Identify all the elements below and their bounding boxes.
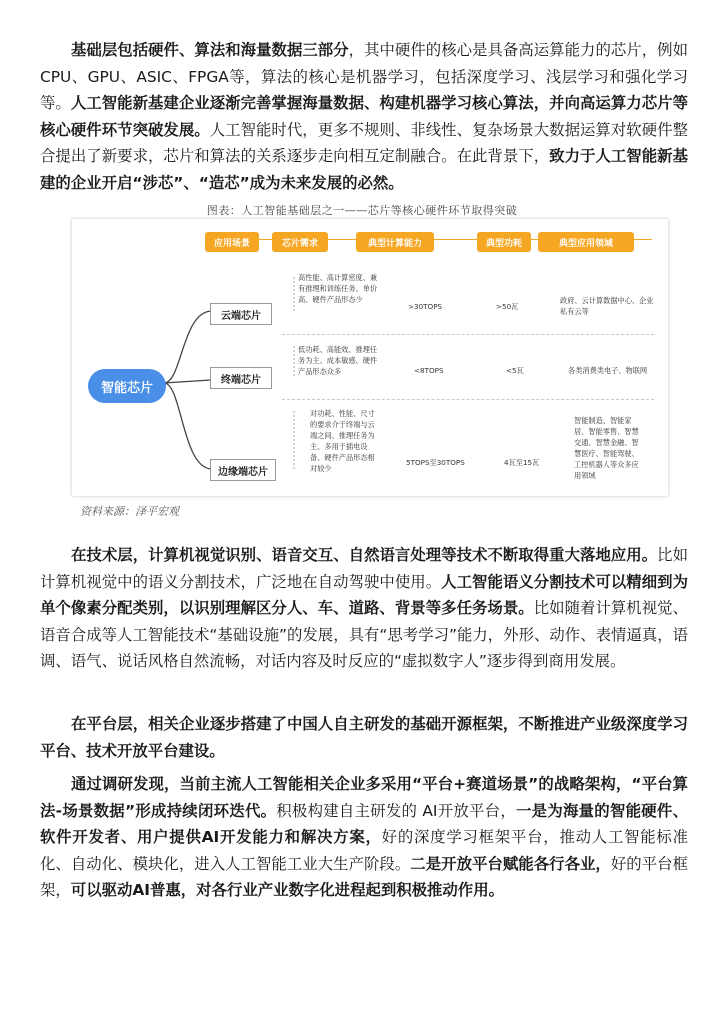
edge-chip-need: 对功耗、性能、尺寸的要求介于终端与云端之间、推理任务为主、多用于插电设备、硬件产品形态相对较少: [310, 409, 375, 473]
cloud-chip-compute: >30TOPS: [408, 302, 443, 311]
paragraph-bold-text: 可以驱动AI普惠，对各行业产业数字化进程起到积极推动作用。: [70, 881, 504, 899]
terminal-chip-fields: 各类消费类电子、物联网: [568, 366, 648, 375]
edge-chip-compute: 5TOPS至30TOPS: [406, 458, 465, 467]
paragraph-text: ，其中硬件的核心是具备高运算能力的芯片，例如CPU、GPU、ASIC、FPGA等，算法的核心是机器学习，包括深度学习、浅层学习和强化学习等。: [40, 41, 688, 112]
paragraph-text: 好的深度学习框架平台，推动人工智能标准化、自动化、模块化，进入人工智能工业大生产阶段。: [40, 828, 688, 873]
paragraph-bold-text: 在技术层，计算机视觉识别、语音交互、自然语言处理等技术不断取得重大落地应用。: [71, 546, 658, 564]
terminal-chip-power: <5瓦: [506, 366, 524, 375]
paragraph-bold-text: 人工智能语义分割技术可以精细到为单个像素分配类别，以识别理解区分人、车、道路、背景等多任务场景。: [40, 572, 688, 617]
paragraph-bold-text: 在平台层，相关企业逐步搭建了中国人自主研发的基础开源框架，不断推进产业级深度学习平台、技术开放平台建设。: [40, 715, 688, 760]
node-edge-chip: 边缘端芯片: [210, 459, 276, 481]
figure-caption: 图表：人工智能基础层之一——芯片等核心硬件环节取得突破: [206, 204, 518, 217]
header-chip-need: 芯片需求: [272, 232, 328, 252]
paragraph-research: [40, 771, 688, 904]
cloud-chip-fields: 政府、云计算数据中心、企业私有云等: [560, 296, 654, 316]
paragraph-infrastructure: [40, 37, 688, 196]
header-fields: 典型应用领域: [538, 232, 634, 252]
edge-chip-fields: 智能制造、智能家居、智能零售、智慧交通、智慧金融、智慧医疗、智能驾驶、工控机器人等众多应用领域: [574, 416, 639, 480]
node-terminal-chip: 终端芯片: [210, 367, 272, 389]
chip-mindmap-figure: [72, 219, 668, 496]
paragraph-bold-text: 致力于人工智能新基建的企业开启“涉芯”、“造芯”成为未来发展的必然。: [40, 147, 688, 192]
node-cloud-chip: 云端芯片: [210, 303, 272, 325]
root-node-smart-chip: 智能芯片: [88, 369, 166, 403]
row-separator: [282, 399, 654, 400]
paragraph-text: 比如随着计算机视觉、语音合成等人工智能技术“基础设施”的发展，具有“思考学习”能力，外形、动作、表情逼真，语调、语气、说话风格自然流畅，对话内容及时反应的“虚拟数字人”逐步得到商用发展。: [40, 599, 688, 670]
cloud-chip-power: >50瓦: [496, 302, 519, 311]
header-scene: 应用场景: [205, 232, 259, 252]
paragraph-text: 比如计算机视觉中的语义分割技术，广泛地在自动驾驶中使用。: [40, 546, 688, 591]
paragraph-bold-text: 一是为海量的智能硬件、软件开发者、用户提供AI开发能力和解决方案，: [40, 801, 688, 846]
terminal-chip-compute: <8TOPS: [414, 366, 444, 375]
header-power: 典型功耗: [477, 232, 531, 252]
row-separator: [282, 334, 654, 335]
paragraph-bold-text: 人工智能新基建企业逐渐完善掌握海量数据、构建机器学习核心算法，并向高运算力芯片等核心硬件环节突破发展。: [40, 94, 688, 139]
paragraph-bold-text: 通过调研发现，当前主流人工智能相关企业多采用“平台+赛道场景”的战略架构，“平台算法-场景数据”形成持续闭环迭代。: [40, 775, 688, 820]
paragraph-bold-text: 二是开放平台赋能各行各业，: [410, 854, 611, 873]
paragraph-platform: [40, 711, 688, 764]
paragraph-technology: [40, 542, 688, 675]
cloud-chip-need: 高性能、高计算密度、兼有推理和训练任务、单价高、硬件产品形态少: [298, 273, 378, 304]
header-compute: 典型计算能力: [356, 232, 434, 252]
paragraph-text: 好的平台框架，: [40, 854, 688, 899]
paragraph-text: 积极构建自主研发的 AI开放平台，: [276, 801, 516, 820]
edge-chip-power: 4瓦至15瓦: [504, 458, 540, 467]
paragraph-text: 人工智能时代，更多不规则、非线性、复杂场景大数据运算对软硬件整合提出了新要求，芯片和算法的关系逐步走向相互定制融合。在此背景下，: [40, 120, 688, 165]
figure-source: 资料来源：泽平宏观: [80, 505, 179, 518]
paragraph-bold-text: 基础层包括硬件、算法和海量数据三部分: [71, 41, 349, 59]
terminal-chip-need: 低功耗、高能效、推理任务为主、成本敏感、硬件产品形态众多: [298, 345, 378, 376]
